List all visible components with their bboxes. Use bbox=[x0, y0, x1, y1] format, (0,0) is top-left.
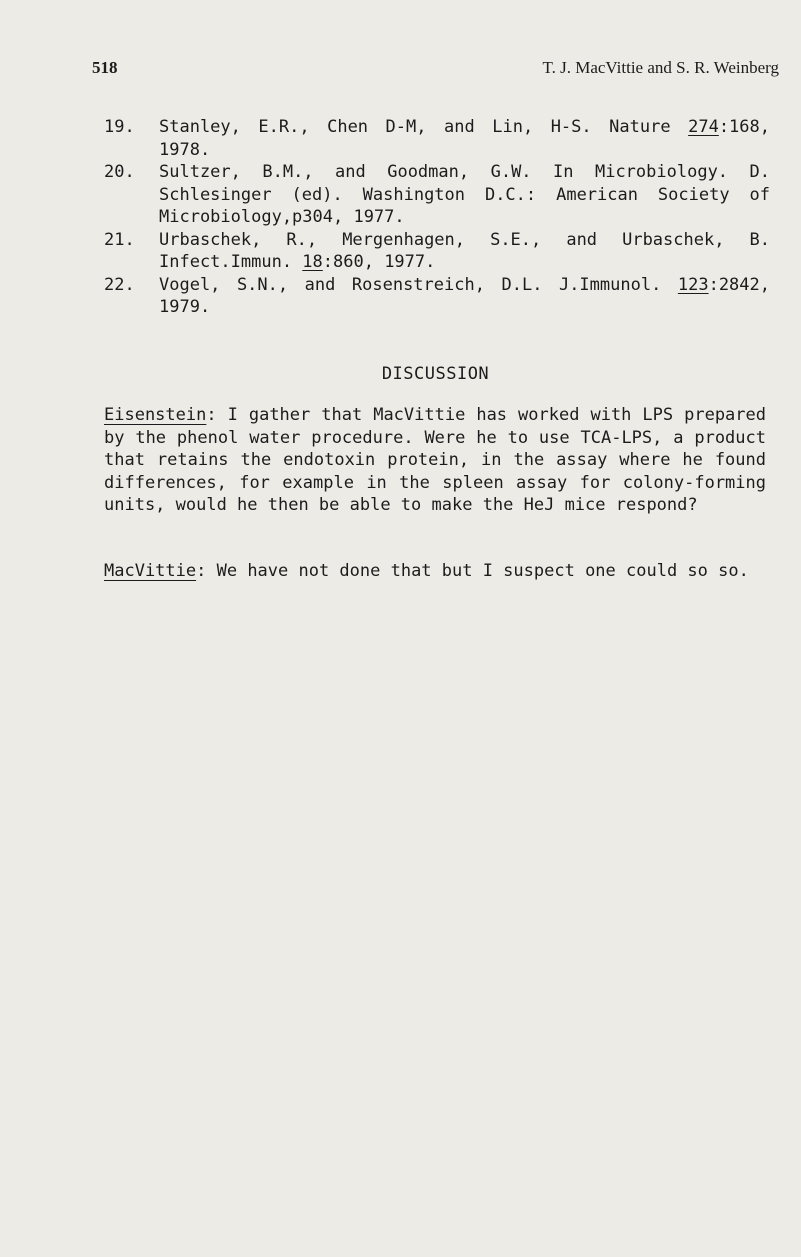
reference-citation: Stanley, E.R., Chen D-M, and Lin, H-S. Nature bbox=[159, 117, 689, 137]
reference-citation: Vogel, S.N., and Rosenstreich, D.L. J.Immunol. bbox=[159, 274, 678, 295]
reference-pages: :168, 1978. bbox=[159, 117, 770, 160]
page-number: 518 bbox=[92, 58, 118, 77]
reference-citation: Urbaschek, R., Mergenhagen, S.E., and Urbaschek, B. Infect.Immun. bbox=[159, 229, 770, 272]
reference-text bbox=[159, 229, 770, 274]
discussion-heading: DISCUSSION bbox=[381, 364, 490, 384]
reference-list bbox=[104, 116, 770, 319]
speaker-colon: : bbox=[196, 561, 207, 581]
reference-volume: 123 bbox=[677, 274, 709, 295]
speaker-name: MacVittie bbox=[104, 561, 197, 581]
reference-text bbox=[159, 116, 770, 161]
running-head: T. J. MacVittie and S. R. Weinberg bbox=[542, 58, 779, 77]
discussion-paragraph bbox=[104, 560, 766, 583]
reference-text: Sultzer, B.M., and Goodman, G.W. In Microbiology. D. Schlesinger (ed). Washington D.C.: American Society of Microbiology,p304, 1977. bbox=[159, 162, 770, 227]
reference-item bbox=[104, 116, 770, 161]
reference-volume: 18 bbox=[302, 252, 323, 272]
reference-pages: :2842, 1979. bbox=[159, 274, 770, 317]
paragraph-text: We have not done that but I suspect one could so so. bbox=[206, 561, 749, 581]
reference-text bbox=[159, 274, 770, 319]
reference-volume: 274 bbox=[688, 117, 719, 137]
speaker-colon: : bbox=[206, 405, 217, 425]
speaker-name: Eisenstein bbox=[104, 405, 207, 425]
reference-item bbox=[104, 229, 770, 274]
reference-item bbox=[104, 274, 770, 319]
paragraph-text: I gather that MacVittie has worked with LPS prepared by the phenol water procedure. Were he to use TCA-LPS, a product that retains the endotoxin protein, in the assay where he found differences, for example in the spleen assay for colony-forming units, would he then be able to make the HeJ mice respond? bbox=[104, 405, 766, 515]
reference-number: 21. bbox=[104, 229, 135, 250]
reference-number: 20. bbox=[104, 162, 135, 182]
reference-number: 19. bbox=[104, 117, 135, 137]
reference-number: 22. bbox=[104, 274, 135, 295]
discussion-paragraph bbox=[104, 404, 766, 517]
reference-pages: :860, 1977. bbox=[322, 252, 436, 272]
page-header bbox=[0, 58, 801, 82]
reference-item bbox=[104, 161, 770, 229]
